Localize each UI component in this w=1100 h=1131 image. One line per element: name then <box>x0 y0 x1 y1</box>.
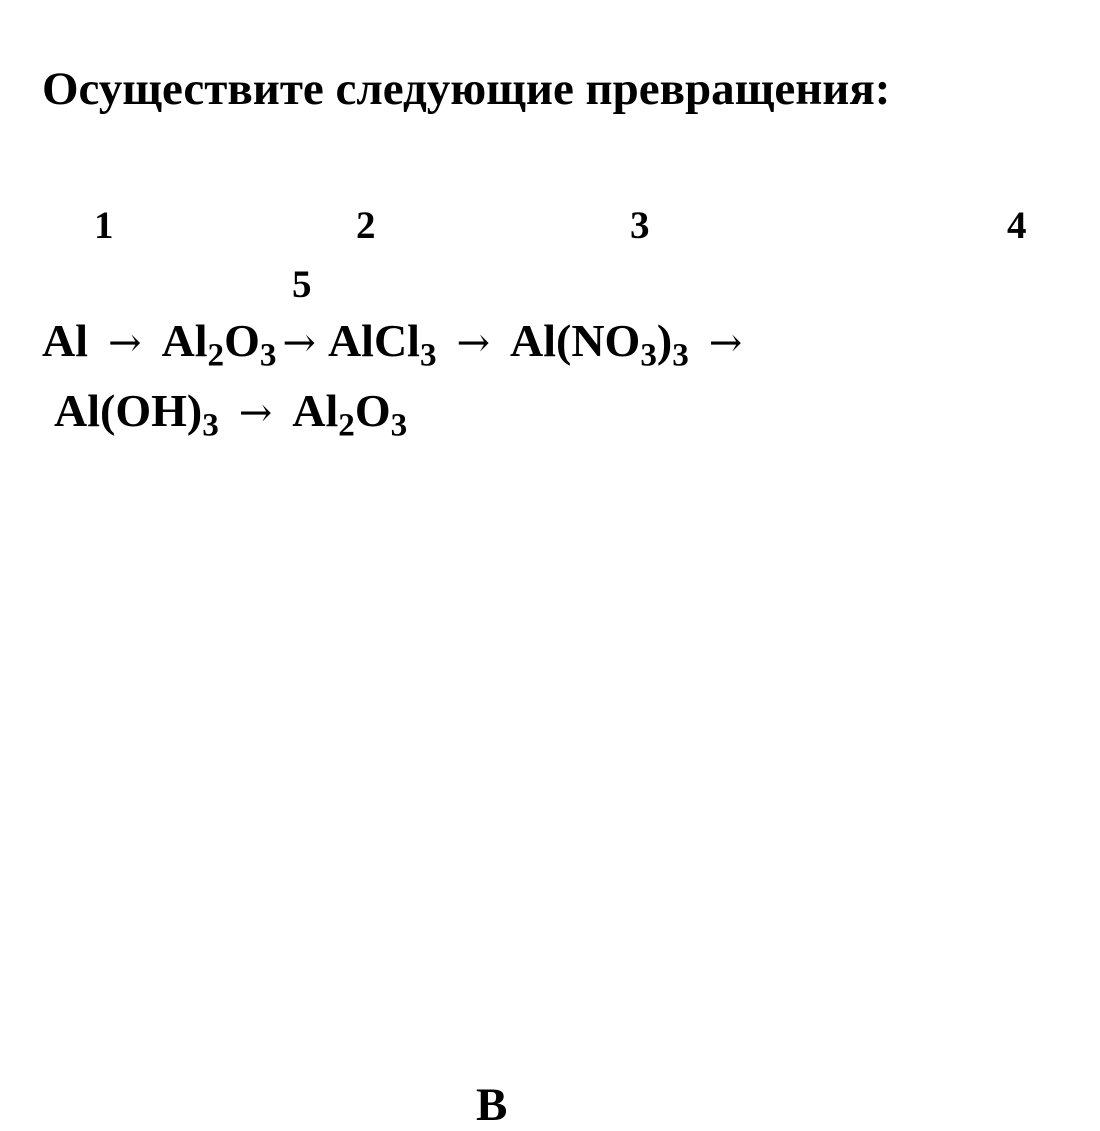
arrow-5: → <box>238 390 273 436</box>
arrow-2: → <box>282 320 316 366</box>
formula-alcl3: AlCl$_3$ <box>327 315 437 374</box>
step-number-5: 5 <box>292 263 312 306</box>
step-number-2: 2 <box>356 204 376 247</box>
arrow-4: → <box>708 320 743 366</box>
cut-off-text: В <box>476 1079 508 1131</box>
reaction-chain-line-1 <box>42 315 762 374</box>
arrow-1: → <box>108 320 142 366</box>
formula-al-oh-3: $Al(OH)_3$ <box>54 385 219 444</box>
reaction-chain-line-2 <box>54 385 408 444</box>
step-number-4: 4 <box>1007 204 1027 247</box>
arrow-3: → <box>456 320 491 366</box>
page-title: Осуществите следующие превращения: <box>42 63 891 115</box>
step-number-1: 1 <box>94 204 114 247</box>
formula-al2o3: $Al_2O_3$ <box>161 315 277 374</box>
formula-al: Al <box>42 315 88 366</box>
step-number-3: 3 <box>630 204 650 247</box>
formula-al2o3-final: $Al_2O_3$ <box>292 385 408 444</box>
formula-al-no3-3: $Al(NO_3)_3$ <box>510 315 689 374</box>
